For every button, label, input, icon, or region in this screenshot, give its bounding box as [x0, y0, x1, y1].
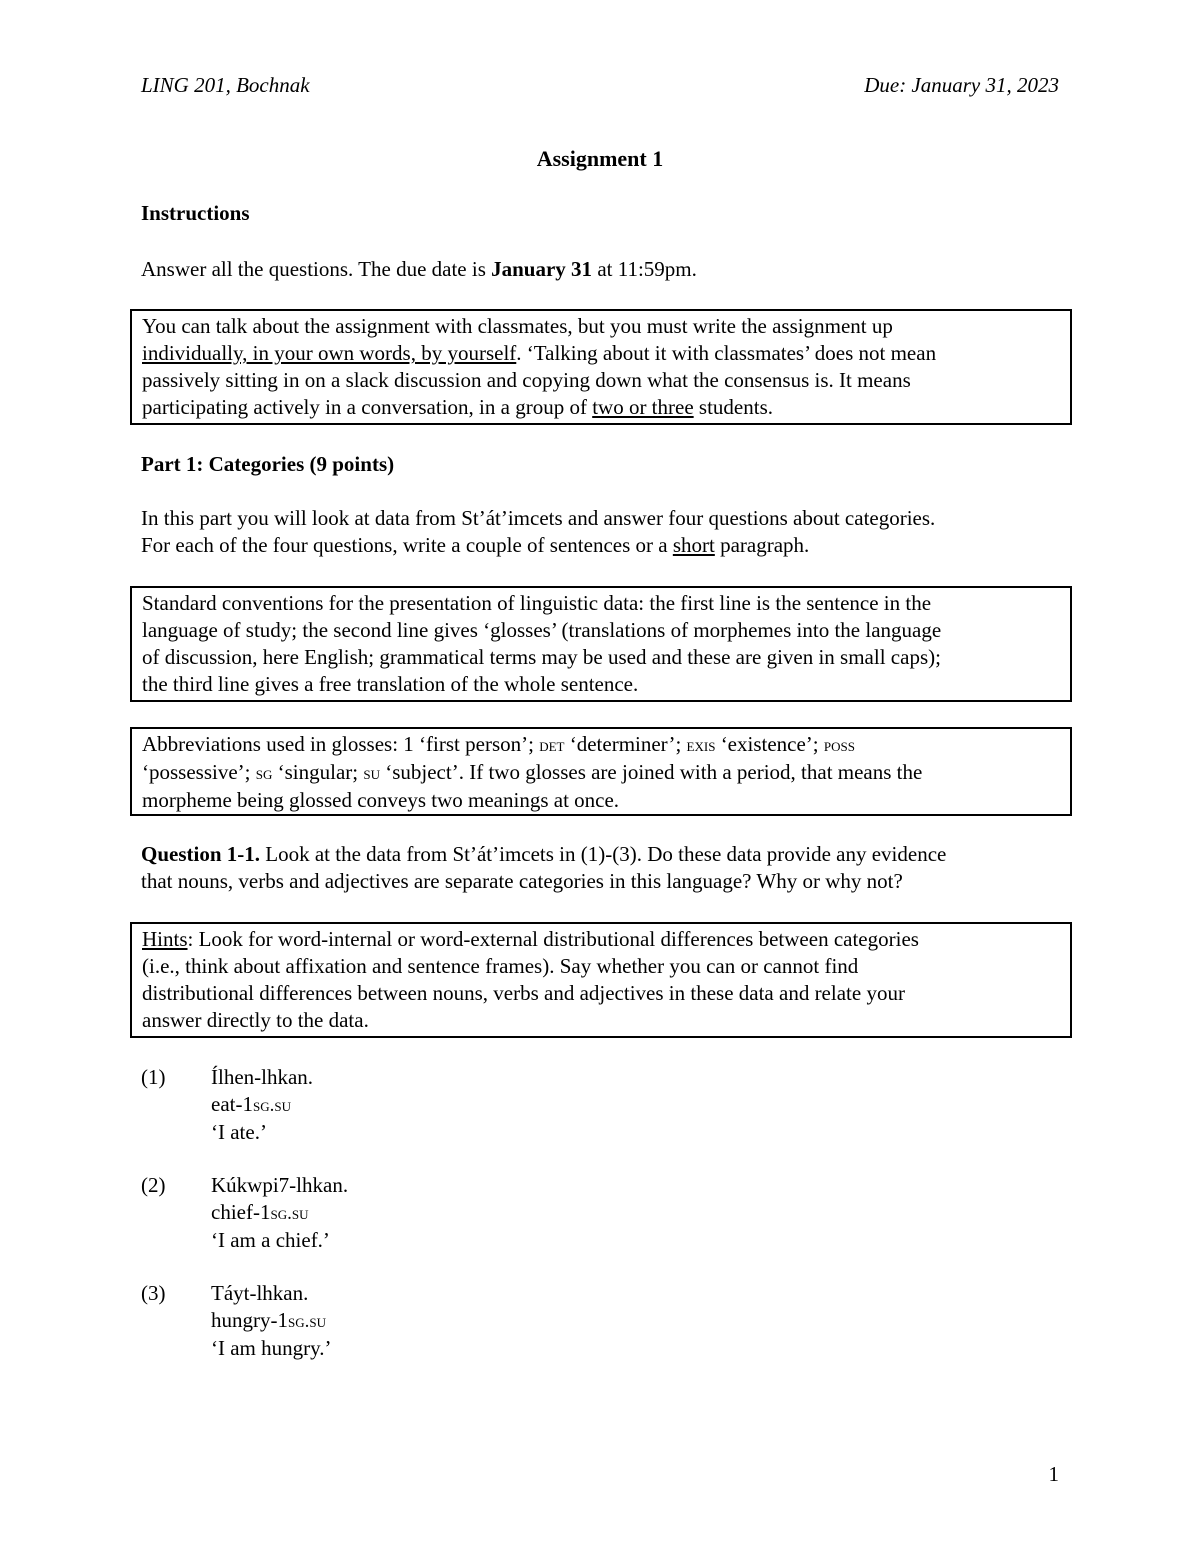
example-translation: ‘I am a chief.’ [211, 1228, 330, 1252]
gloss-su: su [291, 1203, 309, 1224]
gloss-su: su [309, 1311, 326, 1332]
due-date-emphasis: January 31 [491, 257, 593, 281]
gloss-su: su [274, 1095, 291, 1116]
abbreviations-line [142, 759, 1070, 787]
policy-text: . ‘Talking about it with classmates’ does not mean [516, 341, 937, 365]
policy-emphasis: individually, in your own words, by yourself [142, 341, 517, 365]
question-line: that nouns, verbs and adjectives are separate categories in this language? Why or why not? [141, 869, 903, 893]
policy-line [142, 340, 1070, 367]
conventions-line: the third line gives a free translation of the whole sentence. [142, 672, 639, 696]
policy-text: students. [693, 395, 773, 419]
hints-box [130, 922, 1072, 1038]
hints-text: : Look for word-internal or word-external distributional differences between categories [187, 927, 919, 951]
abbrev-text: ‘possessive’; [142, 760, 256, 784]
abbrev-sg: sg [255, 763, 273, 784]
example-gloss [211, 1307, 332, 1335]
intro-text: paragraph. [714, 533, 810, 557]
example-number: (2) [141, 1173, 166, 1197]
policy-line: You can talk about the assignment with classmates, but you must write the assignment up [142, 314, 893, 338]
hints-line: (i.e., think about affixation and sentence frames). Say whether you can or cannot find [142, 954, 859, 978]
gloss-dot: . [287, 1203, 292, 1224]
abbrev-det: det [539, 735, 565, 756]
example-number: (1) [141, 1065, 166, 1089]
instructions-paragraph [141, 256, 1061, 283]
intro-text: For each of the four questions, write a couple of sentences or a [141, 533, 673, 557]
example-sentence: Táyt-lhkan. [211, 1281, 309, 1305]
instructions-text: Answer all the questions. The due date is [141, 257, 492, 281]
question-1-1 [141, 841, 1061, 895]
abbrev-exis: exis [686, 735, 716, 756]
question-text: Look at the data from St’át’imcets in (1)-(3). Do these data provide any evidence [260, 842, 947, 866]
hints-line: distributional differences between nouns, verbs and adjectives in these data and relate your [142, 981, 905, 1005]
group-size-emphasis: two or three [592, 395, 694, 419]
hints-label: Hints [142, 927, 188, 951]
conventions-line: Standard conventions for the presentation of linguistic data: the first line is the sentence in the [142, 591, 932, 615]
due-date-label: Due: January 31, 2023 [864, 73, 1059, 97]
intro-line: In this part you will look at data from St’át’imcets and answer four questions about categories. [141, 506, 936, 530]
example-sentence: Ílhen-lhkan. [211, 1065, 314, 1089]
collaboration-policy-box [130, 309, 1072, 425]
instructions-heading: Instructions [141, 201, 250, 225]
instructions-time: at 11:59pm. [592, 257, 697, 281]
question-label: Question 1-1. [141, 842, 261, 866]
gloss-sg: sg [288, 1311, 305, 1332]
gloss-stem: eat-1 [211, 1092, 253, 1116]
example-translation: ‘I ate.’ [211, 1120, 267, 1144]
example-translation: ‘I am hungry.’ [211, 1336, 332, 1360]
abbrev-text: ‘subject’. If two glosses are joined with a period, that means the [379, 760, 923, 784]
hints-line: answer directly to the data. [142, 1008, 369, 1032]
hints-line [142, 926, 1070, 953]
abbreviations-line: morpheme being glossed conveys two meanings at once. [142, 788, 620, 812]
example-number: (3) [141, 1281, 166, 1305]
abbrev-text: ‘determiner’; [564, 732, 687, 756]
intro-line [141, 532, 1061, 559]
example-sentence: Kúkwpi7-lhkan. [211, 1173, 349, 1197]
abbrev-poss: poss [823, 735, 855, 756]
part1-heading: Part 1: Categories (9 points) [141, 452, 395, 476]
abbreviations-line [142, 731, 1070, 759]
policy-line [142, 394, 1070, 421]
conventions-line: language of study; the second line gives ‘glosses’ (translations of morphemes into the language [142, 618, 942, 642]
example-gloss [211, 1199, 348, 1227]
page-number: 1 [1048, 1462, 1059, 1486]
part1-intro [141, 505, 1061, 559]
abbreviations-box [130, 727, 1072, 816]
gloss-dot: . [269, 1095, 275, 1116]
question-line [141, 841, 1061, 868]
gloss-dot: . [304, 1311, 310, 1332]
policy-text: participating actively in a conversation, in a group of [142, 395, 593, 419]
abbrev-text: ‘singular; [272, 760, 364, 784]
gloss-stem: chief-1 [211, 1200, 271, 1224]
abbrev-text: Abbreviations used in glosses: 1 ‘first person’; [142, 732, 540, 756]
conventions-box [130, 586, 1072, 702]
short-emphasis: short [672, 533, 715, 557]
abbrev-text: ‘existence’; [715, 732, 824, 756]
page-title: Assignment 1 [536, 146, 664, 171]
gloss-stem: hungry-1 [211, 1308, 288, 1332]
gloss-sg: sg [270, 1203, 288, 1224]
abbrev-su: su [363, 763, 380, 784]
example-gloss [211, 1091, 313, 1119]
policy-line: passively sitting in on a slack discussion and copying down what the consensus is. It means [142, 368, 911, 392]
conventions-line: of discussion, here English; grammatical terms may be used and these are given in small caps); [142, 645, 941, 669]
course-label: LING 201, Bochnak [141, 73, 310, 97]
gloss-sg: sg [252, 1095, 270, 1116]
